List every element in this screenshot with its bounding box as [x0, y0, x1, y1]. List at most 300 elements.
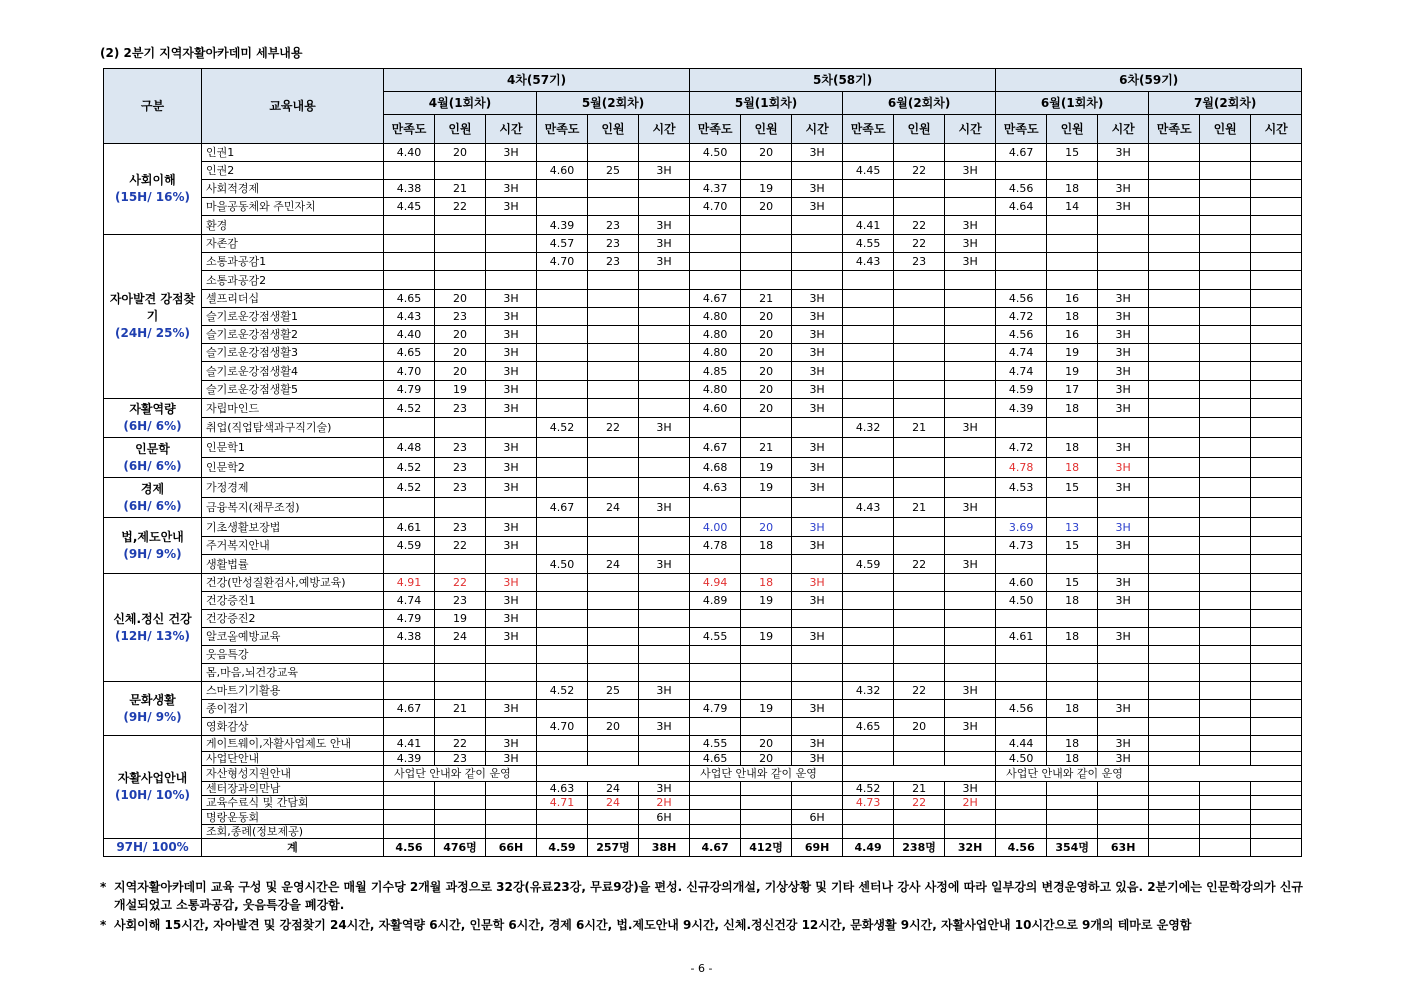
value-cell [1200, 438, 1251, 458]
value-cell [894, 271, 945, 290]
value-cell: 23 [588, 235, 639, 253]
header-topic: 교육내용 [202, 69, 384, 144]
value-cell: 4.32 [843, 418, 894, 438]
value-cell [435, 646, 486, 664]
value-cell [537, 736, 588, 752]
value-cell [1251, 664, 1302, 682]
value-cell [639, 592, 690, 610]
value-cell [639, 700, 690, 718]
value-cell [1047, 555, 1098, 574]
topic-cell: 슬기로운강점생활3 [202, 344, 384, 362]
value-cell [996, 555, 1047, 574]
value-cell: 18 [741, 574, 792, 592]
value-cell: 23 [435, 458, 486, 478]
table-row [104, 825, 1302, 839]
total-value: 476명 [435, 839, 486, 857]
value-cell [1251, 628, 1302, 646]
value-cell [1149, 418, 1200, 438]
value-cell [843, 271, 894, 290]
value-cell: 3H [1098, 198, 1149, 216]
value-cell [435, 235, 486, 253]
value-cell [741, 664, 792, 682]
table-row [104, 700, 1302, 718]
table-row [104, 162, 1302, 180]
value-cell: 23 [588, 253, 639, 271]
value-cell [894, 308, 945, 326]
value-cell: 4.37 [690, 180, 741, 198]
value-cell [486, 718, 537, 736]
topic-cell: 게이트웨이,자활사업제도 안내 [202, 736, 384, 752]
value-cell [486, 682, 537, 700]
value-cell [894, 478, 945, 498]
value-cell: 4.41 [384, 736, 435, 752]
value-cell [1251, 478, 1302, 498]
value-cell: 4.78 [996, 458, 1047, 478]
empty-cell [843, 766, 996, 782]
value-cell [1200, 381, 1251, 399]
value-cell: 23 [894, 253, 945, 271]
table-row [104, 610, 1302, 628]
total-value: 4.49 [843, 839, 894, 857]
value-cell: 4.53 [996, 478, 1047, 498]
table-row [104, 216, 1302, 235]
value-cell [1251, 458, 1302, 478]
value-cell: 4.52 [537, 682, 588, 700]
value-cell [996, 235, 1047, 253]
value-cell [384, 796, 435, 810]
value-cell [945, 518, 996, 537]
value-cell [486, 498, 537, 518]
value-cell [1251, 381, 1302, 399]
value-cell: 4.43 [843, 253, 894, 271]
value-cell: 3H [486, 458, 537, 478]
topic-cell: 마을공동체와 주민자치 [202, 198, 384, 216]
value-cell [1200, 782, 1251, 796]
value-cell: 4.52 [384, 399, 435, 418]
topic-cell: 슬기로운강점생활5 [202, 381, 384, 399]
value-cell: 19 [741, 458, 792, 478]
value-cell [588, 198, 639, 216]
value-cell: 3H [486, 700, 537, 718]
value-cell [1098, 253, 1149, 271]
table-row [104, 537, 1302, 555]
value-cell [1251, 271, 1302, 290]
value-cell: 3H [639, 682, 690, 700]
value-cell [1200, 144, 1251, 162]
value-cell: 3H [792, 628, 843, 646]
value-cell [894, 326, 945, 344]
footnote [100, 878, 1306, 914]
value-cell: 4.32 [843, 682, 894, 700]
value-cell [1200, 198, 1251, 216]
value-cell [1200, 682, 1251, 700]
value-cell: 24 [588, 782, 639, 796]
value-cell [1098, 646, 1149, 664]
value-cell [945, 290, 996, 308]
value-cell [1251, 144, 1302, 162]
value-cell: 4.00 [690, 518, 741, 537]
value-cell: 4.52 [843, 782, 894, 796]
value-cell [588, 290, 639, 308]
table-row [104, 198, 1302, 216]
value-cell [486, 271, 537, 290]
value-cell [639, 752, 690, 766]
value-cell [690, 162, 741, 180]
value-cell [486, 162, 537, 180]
value-cell [1149, 498, 1200, 518]
empty-cell [537, 766, 690, 782]
section-heading: (2) 2분기 지역자활아카데미 세부내용 [100, 46, 303, 60]
total-value: 4.56 [384, 839, 435, 857]
value-cell [1200, 592, 1251, 610]
value-cell: 3H [1098, 700, 1149, 718]
value-cell [537, 537, 588, 555]
value-cell [537, 810, 588, 825]
value-cell [486, 782, 537, 796]
value-cell: 4.50 [996, 592, 1047, 610]
value-cell [1251, 418, 1302, 438]
topic-cell: 사업단안내 [202, 752, 384, 766]
value-cell [384, 253, 435, 271]
value-cell: 18 [1047, 752, 1098, 766]
value-cell: 14 [1047, 198, 1098, 216]
topic-cell: 주거복지안내 [202, 537, 384, 555]
header-metric: 만족도 [384, 115, 435, 144]
value-cell [945, 308, 996, 326]
value-cell [894, 290, 945, 308]
header-metric: 인원 [1047, 115, 1098, 144]
value-cell [435, 418, 486, 438]
value-cell [639, 362, 690, 381]
value-cell [1200, 162, 1251, 180]
header-category: 구분 [104, 69, 202, 144]
value-cell [1251, 555, 1302, 574]
value-cell [741, 718, 792, 736]
value-cell [1200, 180, 1251, 198]
category-hours: (6H/ 6%) [123, 458, 182, 473]
category-name: 자아발견 강점찾기 [109, 292, 196, 323]
value-cell [1200, 253, 1251, 271]
value-cell [639, 180, 690, 198]
value-cell [486, 810, 537, 825]
value-cell: 4.67 [996, 144, 1047, 162]
value-cell: 3H [486, 290, 537, 308]
value-cell [1047, 253, 1098, 271]
value-cell [894, 381, 945, 399]
value-cell [384, 555, 435, 574]
value-cell: 20 [741, 518, 792, 537]
value-cell: 21 [894, 418, 945, 438]
value-cell [384, 810, 435, 825]
value-cell [945, 362, 996, 381]
value-cell: 3H [1098, 478, 1149, 498]
value-cell [843, 628, 894, 646]
value-cell [1149, 235, 1200, 253]
value-cell [1251, 825, 1302, 839]
value-cell [1251, 438, 1302, 458]
value-cell [537, 458, 588, 478]
value-cell: 4.38 [384, 628, 435, 646]
topic-cell: 금융복지(채무조정) [202, 498, 384, 518]
value-cell: 4.91 [384, 574, 435, 592]
value-cell [537, 326, 588, 344]
table-row [104, 518, 1302, 537]
value-cell [1200, 498, 1251, 518]
value-cell: 4.65 [843, 718, 894, 736]
value-cell [894, 825, 945, 839]
category-name: 사회이해 [129, 173, 176, 187]
value-cell [588, 646, 639, 664]
value-cell: 20 [741, 198, 792, 216]
value-cell: 22 [894, 162, 945, 180]
value-cell [843, 308, 894, 326]
value-cell [1251, 308, 1302, 326]
value-cell [741, 810, 792, 825]
value-cell [996, 253, 1047, 271]
value-cell: 15 [1047, 537, 1098, 555]
topic-cell: 영화감상 [202, 718, 384, 736]
value-cell [843, 646, 894, 664]
value-cell: 18 [741, 537, 792, 555]
value-cell [894, 438, 945, 458]
total-value: 238명 [894, 839, 945, 857]
value-cell [741, 555, 792, 574]
value-cell [1200, 825, 1251, 839]
value-cell [1149, 198, 1200, 216]
value-cell [792, 216, 843, 235]
value-cell: 3H [486, 308, 537, 326]
value-cell: 20 [435, 326, 486, 344]
category-name: 자활역량 [129, 402, 176, 416]
value-cell [945, 628, 996, 646]
value-cell [384, 682, 435, 700]
value-cell [1149, 344, 1200, 362]
value-cell: 22 [588, 418, 639, 438]
value-cell [741, 271, 792, 290]
value-cell [843, 290, 894, 308]
header-metric: 시간 [1098, 115, 1149, 144]
value-cell [1098, 610, 1149, 628]
value-cell: 23 [435, 438, 486, 458]
value-cell: 3H [486, 180, 537, 198]
value-cell [639, 144, 690, 162]
value-cell [1251, 253, 1302, 271]
value-cell [792, 825, 843, 839]
value-cell [588, 326, 639, 344]
topic-cell: 명랑운동회 [202, 810, 384, 825]
value-cell [690, 216, 741, 235]
value-cell: 4.61 [384, 518, 435, 537]
category-name: 신체.정신 건강 [113, 611, 192, 626]
value-cell [1047, 664, 1098, 682]
value-cell: 24 [588, 796, 639, 810]
value-cell: 4.56 [996, 700, 1047, 718]
category-hours: (12H/ 13%) [115, 628, 190, 643]
table-row [104, 438, 1302, 458]
value-cell [1251, 610, 1302, 628]
value-cell [1251, 198, 1302, 216]
value-cell [945, 752, 996, 766]
category-hours: (15H/ 16%) [115, 190, 190, 204]
value-cell: 3H [945, 216, 996, 235]
value-cell: 22 [894, 682, 945, 700]
value-cell: 3H [792, 518, 843, 537]
value-cell [1251, 752, 1302, 766]
value-cell: 22 [435, 198, 486, 216]
value-cell [639, 825, 690, 839]
topic-cell: 인문학1 [202, 438, 384, 458]
value-cell [588, 518, 639, 537]
table-row [104, 478, 1302, 498]
value-cell [690, 555, 741, 574]
value-cell: 23 [435, 592, 486, 610]
value-cell: 4.70 [690, 198, 741, 216]
value-cell: 3H [792, 180, 843, 198]
value-cell [1200, 216, 1251, 235]
value-cell [537, 144, 588, 162]
value-cell: 4.67 [537, 498, 588, 518]
value-cell: 20 [588, 718, 639, 736]
value-cell: 4.72 [996, 308, 1047, 326]
value-cell: 18 [1047, 399, 1098, 418]
value-cell [1047, 216, 1098, 235]
value-cell: 4.74 [384, 592, 435, 610]
value-cell [945, 825, 996, 839]
value-cell: 4.55 [843, 235, 894, 253]
value-cell [639, 610, 690, 628]
value-cell [843, 180, 894, 198]
value-cell: 4.59 [996, 381, 1047, 399]
value-cell [435, 796, 486, 810]
value-cell: 4.45 [843, 162, 894, 180]
header-group-5: 5차(58기) [690, 69, 996, 92]
value-cell [690, 271, 741, 290]
value-cell: 15 [1047, 478, 1098, 498]
value-cell [945, 646, 996, 664]
value-cell [741, 610, 792, 628]
table-row [104, 235, 1302, 253]
value-cell [894, 574, 945, 592]
value-cell [1047, 682, 1098, 700]
value-cell: 17 [1047, 381, 1098, 399]
value-cell: 4.80 [690, 308, 741, 326]
value-cell [639, 458, 690, 478]
value-cell [588, 399, 639, 418]
value-cell [741, 498, 792, 518]
topic-cell: 종이접기 [202, 700, 384, 718]
value-cell: 15 [1047, 574, 1098, 592]
table-row [104, 628, 1302, 646]
value-cell: 20 [435, 290, 486, 308]
value-cell: 4.45 [384, 198, 435, 216]
value-cell [894, 344, 945, 362]
value-cell [996, 682, 1047, 700]
header-metric: 시간 [945, 115, 996, 144]
value-cell [384, 664, 435, 682]
value-cell [843, 518, 894, 537]
total-value [1251, 839, 1302, 857]
value-cell: 3H [486, 198, 537, 216]
value-cell: 3H [486, 628, 537, 646]
value-cell [894, 592, 945, 610]
table-row [104, 646, 1302, 664]
value-cell [1047, 718, 1098, 736]
category-cell [104, 144, 202, 235]
value-cell: 3H [1098, 628, 1149, 646]
value-cell: 3H [792, 198, 843, 216]
value-cell: 3H [1098, 290, 1149, 308]
topic-cell: 슬기로운강점생활1 [202, 308, 384, 326]
value-cell: 23 [435, 752, 486, 766]
value-cell: 4.55 [690, 628, 741, 646]
table-row [104, 752, 1302, 766]
table-row [104, 344, 1302, 362]
value-cell: 19 [741, 592, 792, 610]
table-row [104, 555, 1302, 574]
value-cell [945, 574, 996, 592]
total-value: 4.56 [996, 839, 1047, 857]
value-cell [435, 162, 486, 180]
value-cell: 3H [792, 344, 843, 362]
value-cell [996, 162, 1047, 180]
value-cell [945, 381, 996, 399]
value-cell [741, 682, 792, 700]
value-cell [537, 290, 588, 308]
value-cell [639, 537, 690, 555]
value-cell [384, 498, 435, 518]
value-cell: 21 [741, 290, 792, 308]
value-cell [690, 810, 741, 825]
notice-cell: 사업단 안내와 같이 운영 [996, 766, 1149, 782]
value-cell: 3H [486, 362, 537, 381]
topic-cell: 건강(만성질환검사,예방교육) [202, 574, 384, 592]
value-cell: 3H [486, 326, 537, 344]
value-cell [588, 700, 639, 718]
value-cell: 4.60 [996, 574, 1047, 592]
value-cell [792, 253, 843, 271]
value-cell [945, 664, 996, 682]
value-cell: 3H [792, 736, 843, 752]
value-cell [1098, 271, 1149, 290]
value-cell [486, 555, 537, 574]
value-cell [792, 718, 843, 736]
value-cell [843, 610, 894, 628]
value-cell: 3H [639, 718, 690, 736]
topic-cell: 소통과공감2 [202, 271, 384, 290]
value-cell [945, 344, 996, 362]
topic-cell: 스마트기기활용 [202, 682, 384, 700]
value-cell [588, 458, 639, 478]
value-cell [894, 537, 945, 555]
value-cell: 3H [1098, 458, 1149, 478]
table-row [104, 718, 1302, 736]
category-cell [104, 235, 202, 399]
topic-cell: 센터장과의만남 [202, 782, 384, 796]
value-cell: 3H [945, 682, 996, 700]
header-group-6: 6차(59기) [996, 69, 1302, 92]
value-cell: 3H [486, 574, 537, 592]
value-cell [1047, 498, 1098, 518]
value-cell [588, 478, 639, 498]
value-cell: 16 [1047, 290, 1098, 308]
value-cell: 4.70 [537, 253, 588, 271]
value-cell [894, 144, 945, 162]
value-cell [435, 664, 486, 682]
value-cell: 22 [435, 537, 486, 555]
value-cell: 18 [1047, 700, 1098, 718]
footnote [100, 916, 1306, 934]
value-cell [1149, 700, 1200, 718]
